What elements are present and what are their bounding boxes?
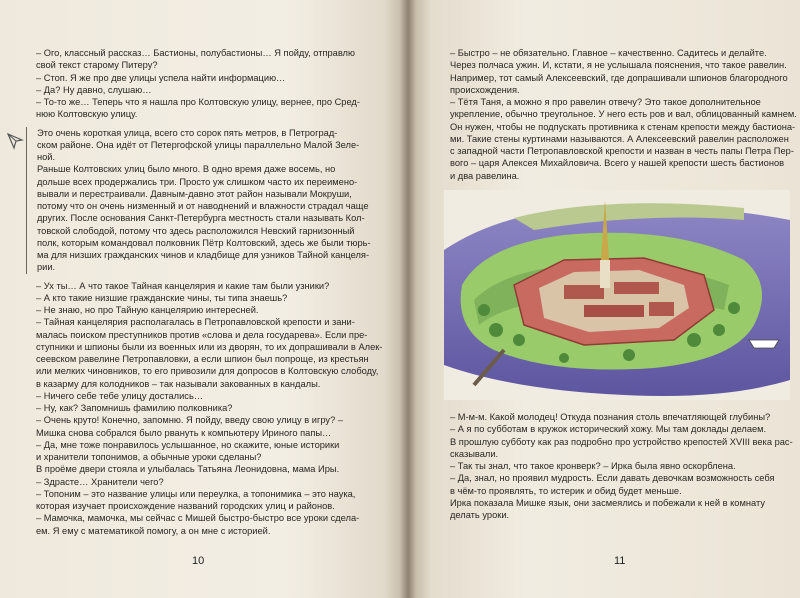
text-line: – Ну, как? Запомнишь фамилию полковника? <box>36 403 233 413</box>
text-line: – Тайная канцелярия располагалась в Петропавловской крепости и зани- <box>36 317 355 328</box>
text-line: В проёме двери стояла и улыбалась Татьяна Леонидовна, мама Иры. <box>36 464 340 475</box>
text-line: и два равелина. <box>450 170 520 181</box>
dialogue-block-top <box>36 47 388 121</box>
text-line: – Ого, классный рассказ… Бастионы, полубастионы… Я пойду, отправлю <box>36 48 355 58</box>
text-line: – А я по субботам в кружок исторический хожу. Мы там доклады делаем. <box>450 424 767 435</box>
text-line: – Ничего себе тебе улицу достались… <box>36 390 204 401</box>
fortress-illustration <box>444 190 790 400</box>
text-line: – Очень круто! Конечно, запомню. Я пойду, введу свою улицу в игру? – <box>36 415 344 426</box>
text-line: – М-м-м. Какой молодец! Откуда познания столь впечатляющей глубины? <box>450 412 771 422</box>
text-line: Это очень короткая улица, всего сто сорок пять метров, в Петроград- <box>37 127 338 138</box>
text-line: малась поиском преступников против «слова и дела государева». Если пре- <box>36 329 368 340</box>
pen-marker-icon <box>6 132 24 150</box>
text-line: – Да, мне тоже понравилось услышанное, но скажите, юные историки <box>36 439 340 450</box>
right-page <box>408 0 800 598</box>
text-line: которая изучает происхождение названий городских улиц и районов. <box>36 501 335 511</box>
book-gutter <box>400 0 416 598</box>
text-line: – Быстро – не обязательно. Главное – качественно. Садитесь и делайте. <box>450 48 767 58</box>
boat <box>749 340 779 348</box>
text-line: – Да? Ну давно, слушаю… <box>36 84 152 95</box>
text-line: происхождения. <box>450 84 520 95</box>
text-line: вывали и перестраивали. Давным-давно этот район называли Мокруши, <box>37 188 352 199</box>
text-line: – Так ты знал, что такое кронверк? – Ирка была явно оскорблена. <box>450 461 736 471</box>
text-line: ем. Я ему с математикой помогу, а он мне с историей. <box>36 525 271 536</box>
text-line: ми. Такие стены куртинами называются. А Алексеевский равелин расположен <box>450 133 789 144</box>
text-line: делать уроки. <box>450 510 510 520</box>
text-line: – Да, знал, но проявил мудрость. Если давать девочкам возможность себя <box>450 473 775 484</box>
text-line: – Не знаю, но про Тайную канцелярию интересней. <box>36 305 259 315</box>
text-line: дольше всех продержались три. Просто уж слишком часто их переимено- <box>37 176 358 187</box>
dialogue-block-ending <box>450 411 792 521</box>
text-line: вого – царя Алексея Михайловича. Всего у нашей крепости шесть бастионов <box>450 158 785 169</box>
text-line: – Здрасте… Хранители чего? <box>36 476 164 487</box>
text-line: – Тётя Таня, а можно я про равелин отвечу? Это такое дополнительное <box>450 97 761 107</box>
dialogue-block-bottom <box>36 280 388 537</box>
text-line: ма для низших гражданских чинов и кладбище для узников Тайной канцеля- <box>37 250 370 260</box>
text-line: сказывали. <box>450 448 499 459</box>
text-line: – Стоп. Я же про две улицы успела найти информацию… <box>36 72 286 83</box>
page-number-right: 11 <box>614 555 626 567</box>
text-line: ной. <box>37 152 56 162</box>
text-line: укрепление, обычно треугольное. У него есть ров и вал, облицованный камнем. <box>450 109 797 120</box>
text-line: Мишка снова собрался было рвануть к компьютеру Ириного папы… <box>36 427 332 438</box>
text-line: и хранители топонимов, а обычные уроки сделаны? <box>36 452 262 462</box>
street-info-block <box>26 127 388 274</box>
text-line: – Топоним – это название улицы или переулка, а топонимика – это наука, <box>36 488 356 499</box>
text-line: с западной части Петропавловской крепости и назван в честь папы Петра Пер- <box>450 146 794 156</box>
text-line: сеевском равелине Петропавловки, а если шпион был попроще, из крестьян <box>36 354 369 364</box>
text-line: – То-то же… Теперь что я нашла про Колтовскую улицу, вернее, про Сред- <box>36 97 360 107</box>
text-line: других. После основания Санкт-Петербурга местность стали называть Кол- <box>37 213 365 224</box>
text-line: – Ух ты… А что такое Тайная канцелярия и какие там были узники? <box>36 280 330 291</box>
text-line: рии. <box>37 262 56 273</box>
text-line: или мелких чиновников, то его привозили для допросов в Колтовскую слободу, <box>36 366 379 377</box>
text-line: ском районе. Она идёт от Петергофской улицы параллельно Малой Зеле- <box>37 139 360 150</box>
text-line: потому что он очень низменный и от наводнений и влажности страдал чаще <box>37 201 369 211</box>
text-line: товской слободой, потому что здесь расположился Невский гарнизонный <box>37 225 355 236</box>
text-line: – А кто такие низшие гражданские чины, ты типа знаешь? <box>36 292 288 303</box>
page-number-left: 10 <box>192 555 205 567</box>
text-line: В прошлую субботу как раз подробно про устройство крепостей XVIII века рас- <box>450 436 793 447</box>
text-line: Через полчаса ужин. И, кстати, я не услышала пояснения, что такое равелин. <box>450 60 787 71</box>
text-line: нюю Колтовскую улицу. <box>36 109 138 120</box>
text-line: Раньше Колтовских улиц было много. В одно время даже восемь, но <box>37 164 336 175</box>
text-line: свой текст старому Питеру? <box>36 60 158 71</box>
text-line: – Мамочка, мамочка, мы сейчас с Мишей быстро-быстро все уроки сдела- <box>36 513 360 524</box>
text-line: Например, тот самый Алексеевский, где допрашивали шпионов благородного <box>450 72 788 83</box>
text-line: Ирка показала Мишке язык, они засмеялись и побежали к ней в комнату <box>450 497 765 508</box>
text-line: ступники и шпионы были из военных или из дворян, то их допрашивали в Алек- <box>36 341 383 352</box>
left-page-text <box>36 47 388 537</box>
text-line: в чём-то проявлять, то истерик и обид будет меньше. <box>450 485 682 496</box>
dialogue-block-ravelin <box>450 47 797 182</box>
text-line: Он нужен, чтобы не подпускать противника к стенам крепости между бастиона- <box>450 121 796 132</box>
text-line: полк, которым командовал полковник Пётр Колтовский, здесь же были тюрь- <box>37 237 371 248</box>
text-line: в казарму для колодников – так называли закованных в кандалы. <box>36 378 321 389</box>
